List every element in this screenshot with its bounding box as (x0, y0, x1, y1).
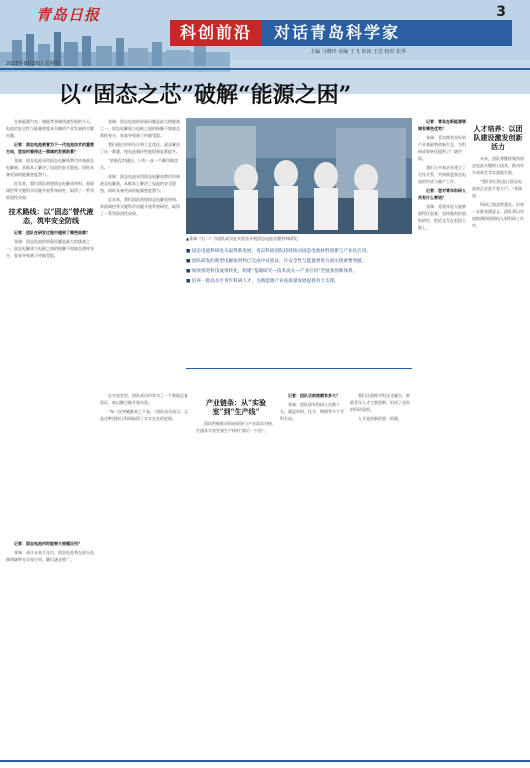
bottom-rule (0, 760, 530, 762)
paragraph: 近年来，我们团队围绕固态电解质材料、界面调控等关键科学问题开展系统研究，取得了一系列原创性成果。 (6, 181, 94, 200)
paragraph: 近年来，我们团队围绕固态电解质材料、界面调控等关键科学问题开展系统研究，取得了一系列原创性成果。 (100, 197, 180, 216)
photo-caption: ▲张瑞（右二）与团队成员在实验室开展固态电池关键材料研发。 (186, 236, 302, 241)
paragraph: “每一次突破都来之不易。”团队成员表示，正是这种坚持让科研取得了实实在在的进展。 (100, 409, 189, 421)
paragraph: 张瑞：固态电池采用固态电解质替代传统液态电解液，从根本上解决了电池的安全隐患，同时具备更高的能量密度潜力。 (100, 174, 180, 193)
interview-question: 记者：团队目前规模有多大？ (288, 393, 340, 398)
page-number: 3 (496, 4, 506, 20)
paragraph: 我们通过材料设计和工艺优化，逐步解决了这一难题，使电池循环性能得到显著提升。 (100, 142, 180, 154)
article-column-bottom-2 (100, 392, 190, 760)
lab-photo (186, 118, 412, 234)
bullet-item: ■ 加快推进科技成果转化，构建“基础研究—技术攻关—产业应用”全链条创新体系。 (186, 269, 358, 274)
article-column-bottom-1 (6, 540, 96, 760)
section-subhead: 产业链条：从“实验室”到“生产线” (205, 398, 267, 416)
section-subhead: 技术路线：以“固态”替代液态，筑牢安全防线 (8, 207, 94, 225)
interview-question: 记者：团队在研发过程中遇到了哪些困难？ (14, 230, 90, 235)
quote: “我们的目标是让固态电池真正走进千家万户。”张瑞说。 (472, 179, 523, 198)
section-title-blue: 对话青岛科学家 (262, 20, 512, 46)
interview-question: 记者：固态电池被誉为下一代电池技术的重要方向，您如何看待这一领域的发展前景？ (6, 142, 94, 154)
paragraph: 科研之路虽然漫长，但每一步都充满意义。团队将以更加饱满的热情投入到科研工作中。 (472, 202, 524, 228)
paragraph: 未来，团队将继续聚焦固态电池关键核心技术，推动更多成果在青岛落地生根。 (472, 156, 524, 175)
interview-question: 记者：您对青年科研人员有什么寄语？ (418, 188, 466, 200)
issue-date: 2025年8月29日 星期五 (6, 61, 60, 67)
paragraph: 张瑞：固态电池的界面问题是最大的挑战之一。固态电解质与电极之间的接触不如液态那样充分，容易导致离子传输受阻。 (100, 119, 180, 138)
interview-question: 记者：青岛在新能源领域有哪些优势？ (418, 119, 466, 131)
bullet-item: ■ 团队研发的新型电解质材料已完成中试验证，在安全性与能量密度方面实现重要突破。 (186, 259, 367, 264)
article-column-1 (6, 118, 96, 538)
editor-credits: 主编 马晓玲 美编 于飞 审读 王芳 校对 张华 (310, 49, 407, 55)
paragraph: 我们与多家企业建立了合作关系，共同推进固态电池的中试与量产工作。 (418, 165, 466, 184)
paragraph: 张瑞：团队现有科研人员数十名，涵盖材料、化学、物理等多个学科方向。 (280, 402, 344, 421)
article-column-bottom-4 (280, 392, 346, 760)
article-column-right-1 (418, 118, 468, 738)
paragraph: 张瑞：固态电池的界面问题是最大的挑战之一。固态电解质与电极之间的接触不如液态那样充分，容易导致离子传输受阻。 (6, 239, 94, 258)
paragraph: 张瑞：固态电池采用固态电解质替代传统液态电解液，从根本上解决了电池的安全隐患，同时具备更高的能量密度潜力。 (6, 158, 94, 177)
article-column-right-2 (472, 118, 524, 738)
paragraph: 张瑞：预计未来几年内，固态电池将在部分高端领域率先实现应用，随后逐步推广。 (6, 550, 94, 562)
article-column-bottom-3 (196, 392, 276, 760)
section-subhead: 人才培养：以团队建设激发创新活力 (473, 124, 523, 151)
interview-question: 记者：固态电池何时能够大规模应用？ (14, 541, 82, 546)
quote: “创新没有捷径，只有一步一个脚印地攻关。” (100, 158, 179, 170)
paragraph: 人才是创新的第一资源。 (358, 416, 402, 421)
newspaper-logo: 青岛日报 (36, 6, 101, 24)
lab-scene-illustration (186, 118, 412, 234)
divider (186, 368, 412, 369)
main-headline: 以“固态之芯”破解“能源之困” (58, 82, 352, 108)
masthead-rule (0, 68, 530, 70)
highlight-bullets (186, 248, 412, 366)
bullet-item: ■ 固态电池科研攻关取得新进展，青岛科研团队持续推动固态电池材料创新与产业化应用。 (186, 249, 371, 254)
article-column-bottom-5 (350, 392, 412, 760)
paragraph: 团队积极推动科研成果与产业需求对接，打通从实验室到生产线的“最后一公里”。 (196, 421, 276, 433)
paragraph: 张瑞：希望年轻人能够耐得住寂寞，坚持做有价值的研究，把论文写在祖国大地上。 (418, 204, 466, 230)
paragraph: 张瑞：青岛拥有良好的产业基础和创新生态，为科研成果转化提供了广阔空间。 (418, 135, 466, 161)
paragraph: 在实验室里，团队成员经常为了一个数据反复验证，夜以继日地开展实验。 (100, 393, 188, 405)
section-title-red: 科创前沿 (170, 20, 262, 46)
paragraph: 在新能源汽车、储能等领域快速发展的今天，电池的安全性与能量密度成为制约产业发展的关键问题。 (6, 119, 94, 138)
bullet-item: ■ 培养一批高水平青年科研人才，为新能源产业高质量发展提供有力支撑。 (186, 279, 339, 284)
paragraph: 我们注重跨学科交叉融合，鼓励青年人才大胆创新，形成了良好的科研氛围。 (350, 393, 410, 412)
